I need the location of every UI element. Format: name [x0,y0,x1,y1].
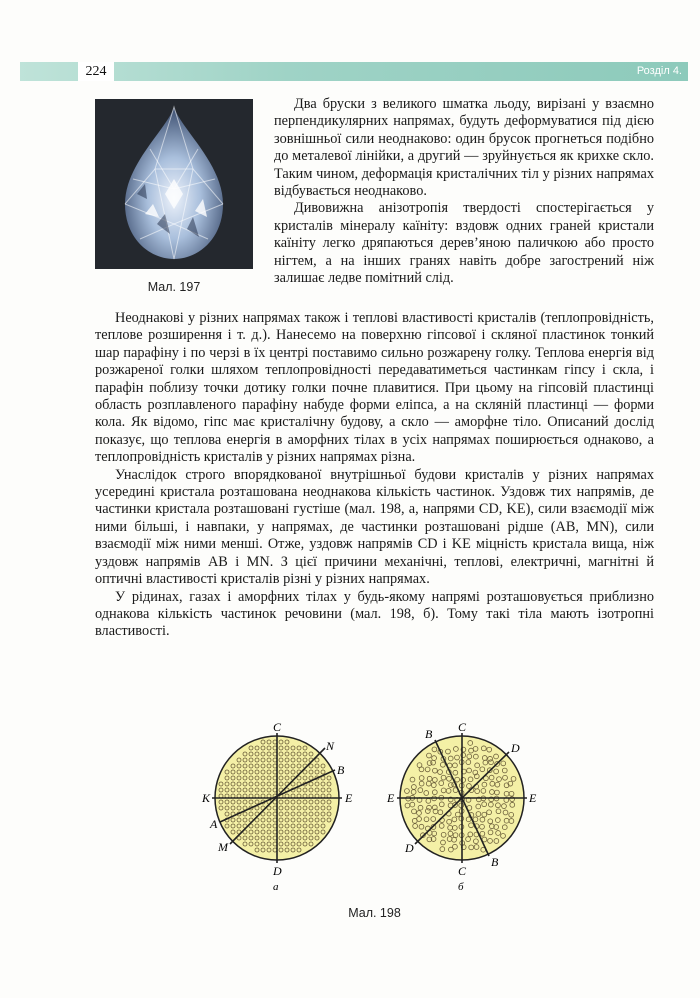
label-k: K [202,791,211,805]
diagram-a [201,720,353,893]
page-number: 224 [78,62,114,81]
label-d: D [273,864,282,878]
label-n: N [326,739,335,753]
paragraph: Два бруски з великого шматка льоду, вирізані у взаємно перпендикулярних напрямах, будуть деформуватися під дією зовнішньої сили неоднаково: один брусок прогнеться подібно до металевої лінійки, а другий — зруйнується як крихке скло. Таким чином, деформація кристалічних тіл у різних напрямах відбувається неоднаково. [274,96,654,200]
label-e-right: E [529,791,537,805]
text-column-full [95,310,654,641]
label-c: C [273,720,282,734]
label-a: A [210,817,218,831]
section-label: Розділ 4. [636,65,682,77]
label-e: E [345,791,353,805]
paragraph: У рідинах, газах і аморфних тілах у будь-якому напрямі розташовується приблизно однакова кількість частинок речовини (мал. 198, б). Тому такі тіла мають ізотропні властивості. [95,588,654,640]
label-c-bottom: C [458,864,467,878]
figure-197-caption: Мал. 197 [147,280,201,294]
diagram-b-sublabel: б [458,881,464,893]
header-bar [20,62,688,81]
label-d-top: D [511,741,520,755]
diamond-photo [95,99,253,269]
label-d-bottom: D [405,841,414,855]
figure-198-caption: Мал. 198 [348,906,401,920]
text-column-right [274,96,654,287]
label-m: M [218,840,228,854]
label-c-top: C [458,720,467,734]
paragraph: Неоднакові у різних напрямах також і теплові властивості кристалів (теплопровідність, теплове розширення і т. д.). Нанесемо на поверхню гіпсової і скляної пластинок тонкий шар парафіну і по черзі в їх центрі поставимо сильно розжарену голку. Теплова енергія від розжареної голки шляхом теплопровідності передаватиметься частинкам гіпсу і скла, і парафін поблизу точки дотику голки почне плавитися. При цьому на гіпсовій пластинці область розплавленого парафіну набуде форми еліпса, а на скляній пластинці — форми кола. Як відомо, гіпс має кристалічну будову, а скло — аморфне тіло. Описаний дослід показує, що теплова енергія в аморфних тілах в усіх напрямах поширюється однаково, а теплопровідність кристалів у різних напрямах різна. [95,310,654,466]
paragraph: Дивовижна анізотропія твердості спостерігається у кристалів мінералу каїніту: вздовж одних граней кристали каїніту легко дряпаються дерев’яною паличкою або просто нігтем, а на інших гранях навіть добре загострений ніж залишає ледве помітний слід. [274,200,654,287]
label-b: B [337,763,345,777]
diamond-image [95,99,253,269]
label-b-top: B [425,727,433,741]
diagram-a-sublabel: а [273,881,279,893]
diagram-b [386,720,537,893]
figure-198-diagrams [195,718,555,893]
label-e-left: E [387,791,395,805]
label-b-bottom: B [491,855,499,869]
paragraph: Унаслідок строго впорядкованої внутрішньої будови кристалів у різних напрямах усередині кристала розташована неоднакова кількість частинок. Уздовж тих напрямів, де частинки кристала розташовані густіше (мал. 198, а, напрями CD, KE), сили взаємодії між ними більші, і навпаки, у напрямах, де частинки розташовані рідше (AB, MN), сили взаємодії між ними менші. Отже, уздовж напрямів CD і KE міцність кристала вища, ніж уздовж напрямів AB і MN. З цієї причини механічні, теплові, електричні, магнітні й оптичні властивості кристалів різні у різних напрямах. [95,466,654,588]
